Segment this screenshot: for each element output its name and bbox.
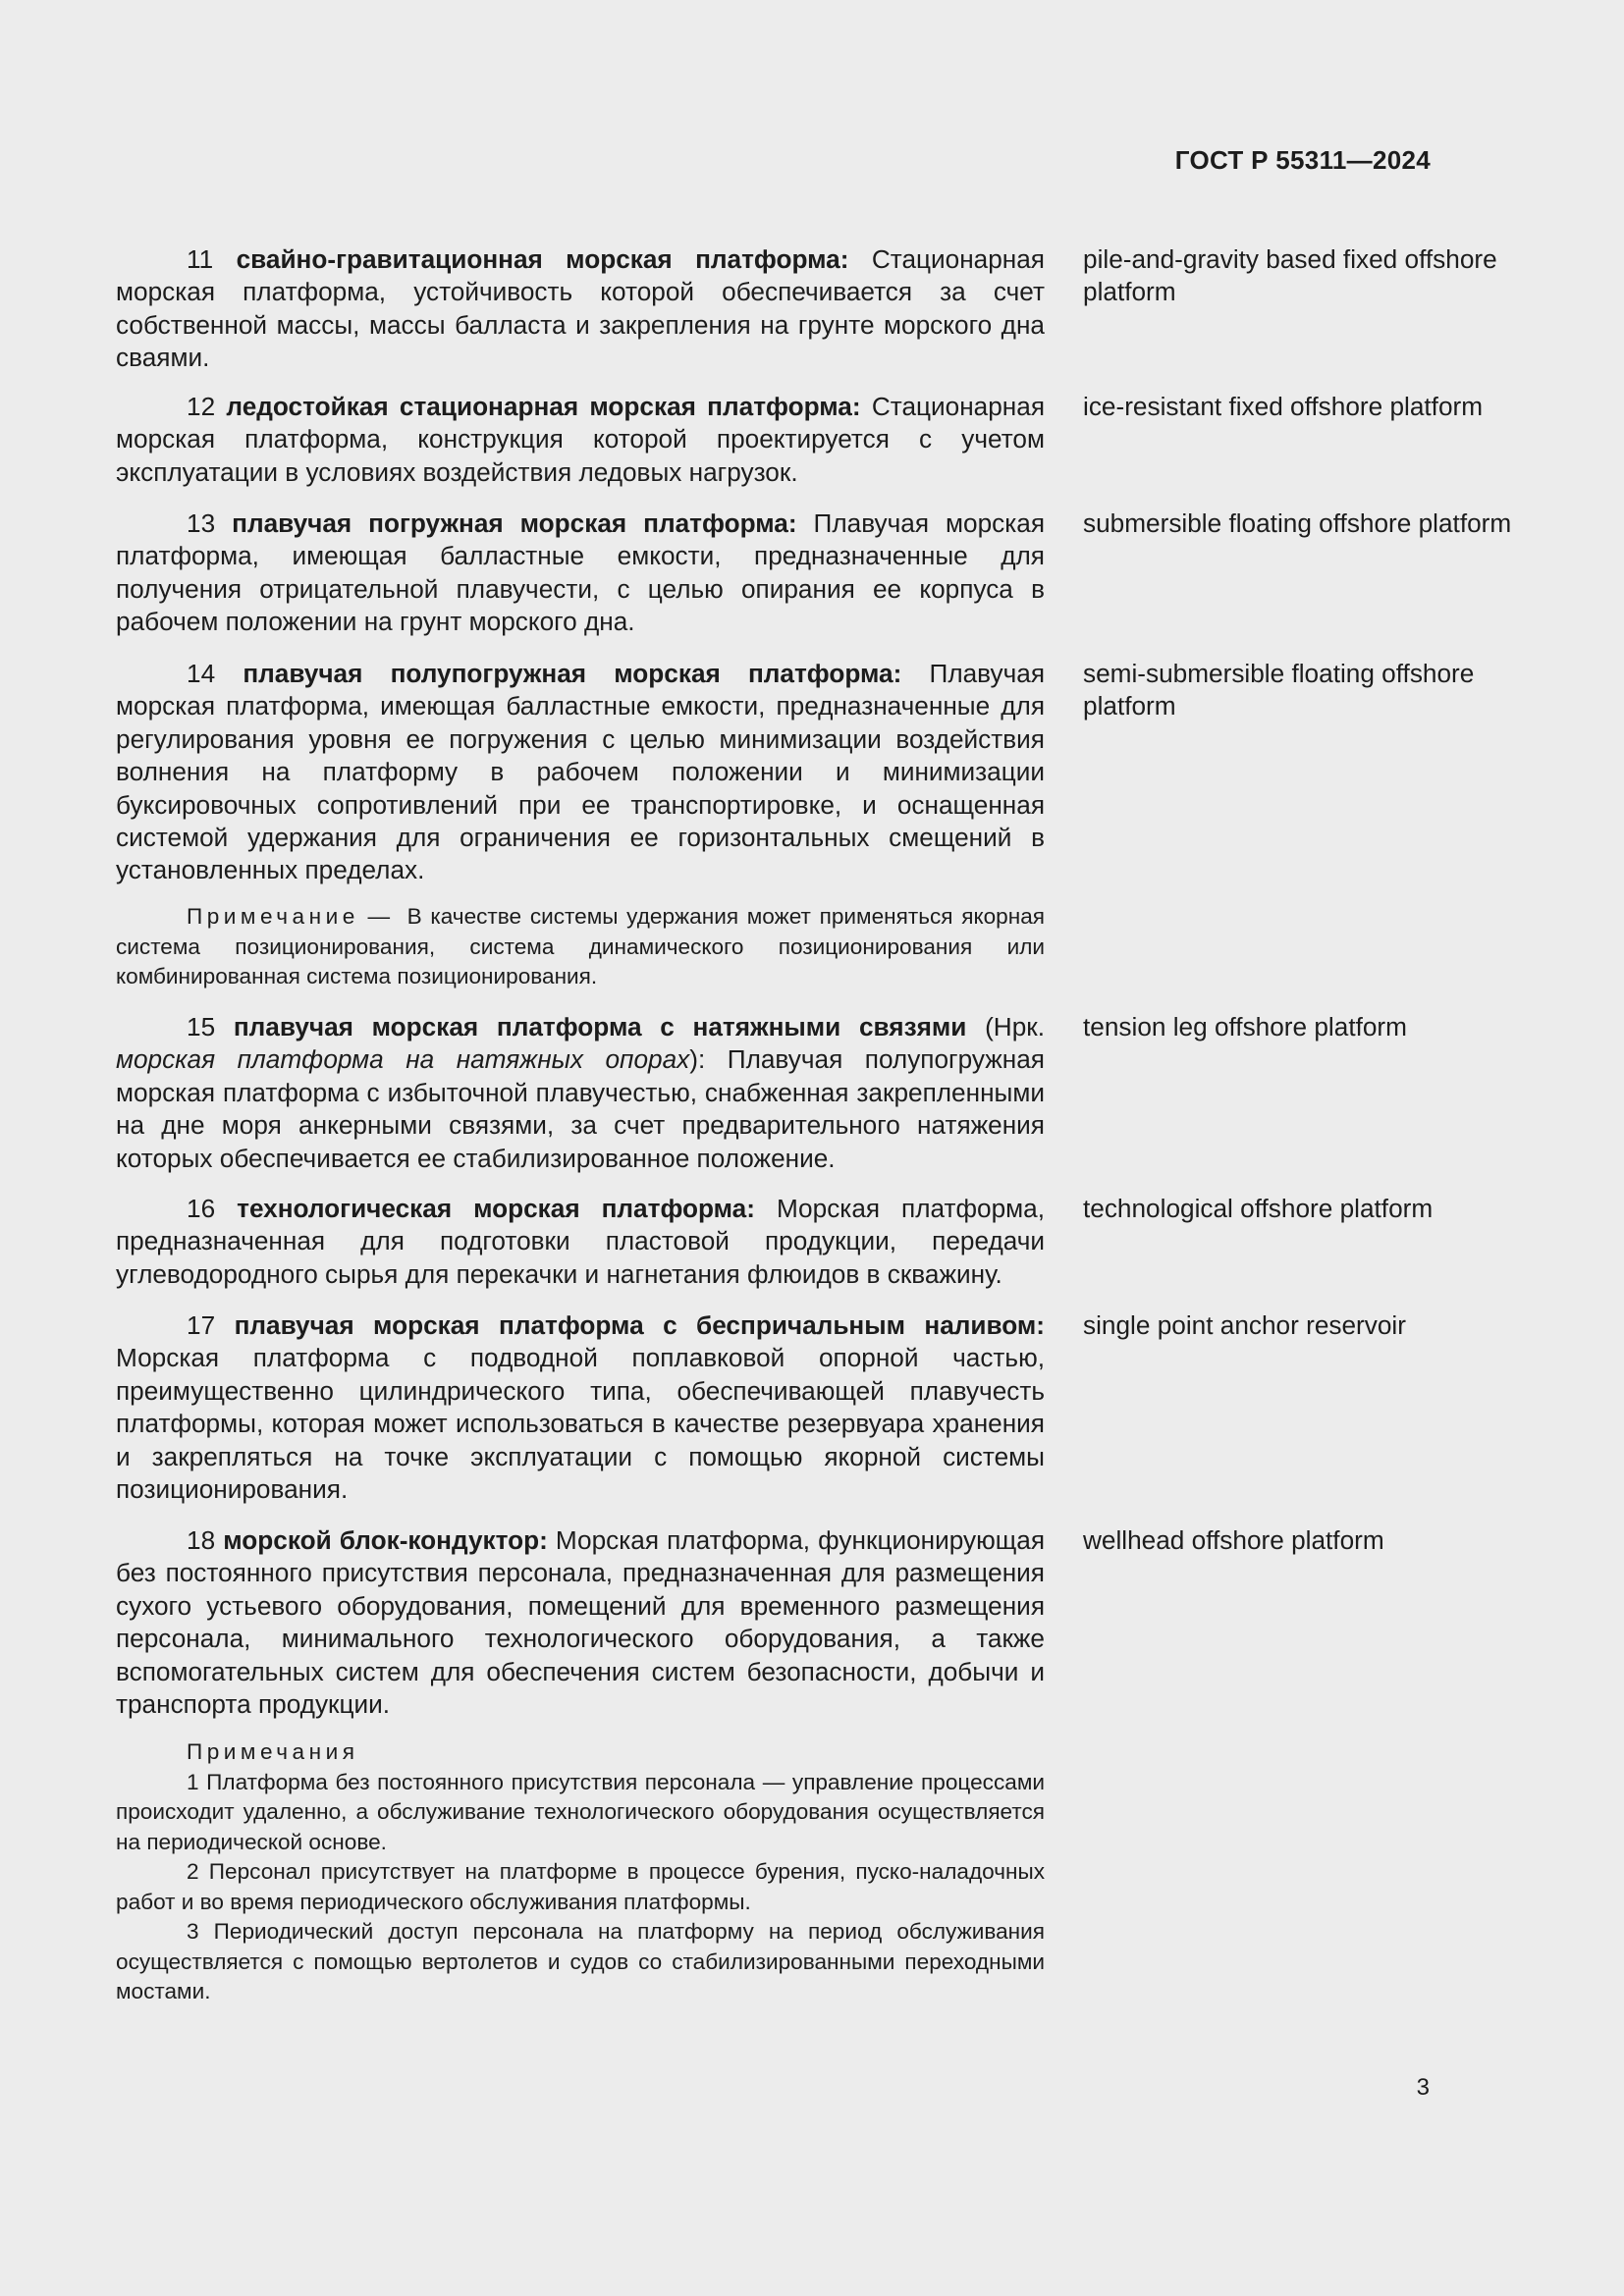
term-description: Плавучая морская платформа, имеющая балластные емкости, предназначенные для получения отрицательной плавучести, с целью опирания ее корпуса в рабочем положении на грунт морского дна. [116,508,1046,637]
notes-label: Примечания [187,1739,359,1764]
synonym-prefix: (Нрк. [985,1012,1045,1041]
term-number: 11 [187,244,214,274]
note-block [116,902,1045,992]
term-english: submersible floating offshore platform [1083,508,1512,538]
term-english: tension leg offshore platform [1083,1012,1407,1041]
term-description: Стационарная морская платформа, устойчивость которой обеспечивается за счет собственной массы, массы балласта и закрепления на грунте морского дна сваями. [116,244,1045,373]
term-definition [116,507,1045,639]
term-definition [116,1524,1045,1721]
note-item-2: 2 Персонал присутствует на платформе в процессе бурения, пуско-наладочных работ и во время периодического обслуживания платформы. [116,1859,1045,1914]
term-description: Морская платформа, предназначенная для подготовки пластовой продукции, передачи углеводородного сырья для перекачки и нагнетания флюидов в скважину. [116,1194,1045,1289]
note-label: Примечание [187,904,359,929]
term-english: ice-resistant fixed offshore platform [1083,392,1484,421]
term-number: 14 [187,659,216,688]
term-name: плавучая полупогружная морская платформа: [243,659,902,688]
page-number: 3 [1416,2074,1430,2101]
term-definition [116,1193,1045,1291]
term-definition [116,658,1045,887]
term-name: плавучая морская платформа с беспричальным наливом: [234,1310,1045,1340]
term-description: Морская платформа, функционирующая без постоянного присутствия персонала, предназначенная для размещения сухого устьевого оборудования, помещений для временного размещения персонала, минимального технологического оборудования, а также вспомогательных систем для обеспечения систем безопасности, добычи и транспорта продукции. [116,1525,1046,1720]
term-number: 17 [187,1310,216,1340]
term-name: технологическая морская платформа: [237,1194,755,1223]
term-english: technological offshore platform [1083,1194,1434,1223]
standard-code-header: ГОСТ Р 55311—2024 [1174,145,1431,175]
term-definition [116,1309,1045,1506]
term-name: морской блок-кондуктор: [223,1525,548,1555]
term-name: свайно-гравитационная морская платформа: [236,244,849,274]
term-number: 16 [187,1194,216,1223]
term-name: плавучая морская платформа с натяжными связями [233,1012,967,1041]
term-description: Морская платформа с подводной поплавковой опорной частью, преимущественно цилиндрического типа, обеспечивающей плавучесть платформы, которая может использоваться в качестве резервуара хранения и закрепляться на точке эксплуатации с помощью якорной системы позиционирования. [116,1343,1045,1505]
term-number: 12 [187,392,216,421]
term-english: semi-submersible floating offshore platform [1083,659,1475,721]
note-item-3: 3 Периодический доступ персонала на платформу на период обслуживания осуществляется с помощью вертолетов и судов со стабилизированными переходными мостами. [116,1919,1045,2003]
term-english: single point anchor reservoir [1083,1310,1406,1340]
term-description: Плавучая полупогружная морская платформа с избыточной плавучестью, снабженная закрепленными на дне моря анкерными связями, за счет предварительного натяжения которых обеспечивается ее стабилизированное положение. [116,1044,1045,1173]
term-definition [116,1011,1045,1175]
term-name: ледостойкая стационарная морская платформа: [226,392,861,421]
term-number: 13 [187,508,216,538]
term-synonym: морская платформа на натяжных опорах [116,1044,690,1075]
term-description: Стационарная морская платформа, конструкция которой проектируется с учетом эксплуатации в условиях воздействия ледовых нагрузок. [116,392,1046,487]
term-number: 15 [187,1012,216,1041]
notes-block [116,1737,1045,2007]
term-definition [116,391,1045,489]
note-item-1: 1 Платформа без постоянного присутствия персонала — управление процессами происходит удаленно, а обслуживание технологического оборудования осуществляется на периодической основе. [116,1769,1045,1854]
term-description: Плавучая морская платформа, имеющая балластные емкости, предназначенные для регулирования уровня ее погружения с целью минимизации воздействия волнения на платформу в рабочем положении и минимизации буксировочных сопротивлений при ее транспортировке, и оснащенная системой удержания для ограничения ее горизонтальных смещений в установленных пределах. [116,659,1046,885]
term-name: плавучая погружная морская платформа: [232,508,797,538]
term-number: 18 [187,1525,216,1555]
note-dash: — [367,904,391,929]
notes-heading [116,1737,1045,1768]
note-text: В качестве системы удержания может применяться якорная система позиционирования, система динамического позиционирования или комбинированная система позиционирования. [116,904,1046,988]
synonym-suffix: ): [689,1044,706,1075]
term-definition [116,243,1045,375]
term-english: wellhead offshore platform [1083,1525,1384,1555]
term-english: pile-and-gravity based fixed offshore platform [1083,244,1497,307]
